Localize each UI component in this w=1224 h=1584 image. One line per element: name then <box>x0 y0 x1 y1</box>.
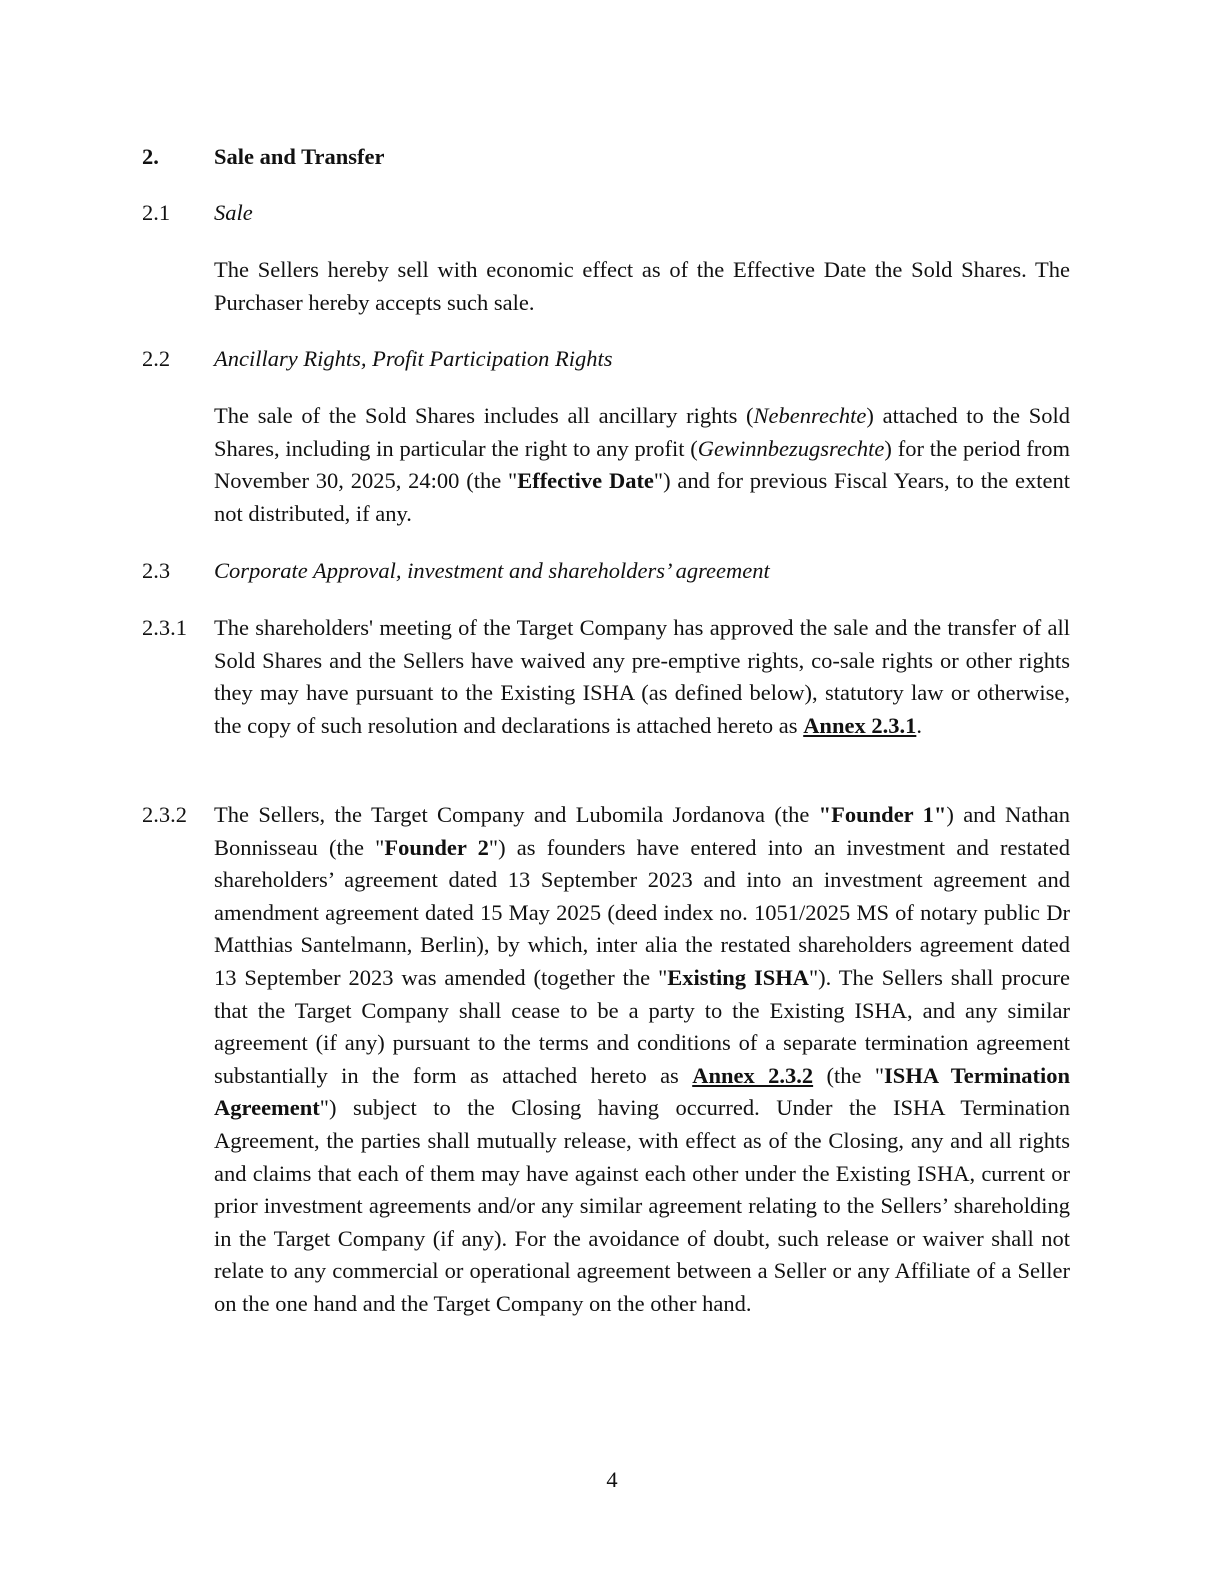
term-effective-date: Effective Date <box>517 468 654 494</box>
clause-2-3-1-paragraph <box>214 612 1070 742</box>
clause-2-1-number: 2.1 <box>142 200 171 225</box>
clause-2-2-number: 2.2 <box>142 346 171 371</box>
clause-2-1-title: Sale <box>214 200 253 225</box>
clause-2-3-1-number: 2.3.1 <box>142 615 187 640</box>
clause-2-3-2-text-1: The Sellers, the Target Company and Lubomila Jordanova (the <box>214 802 819 827</box>
clause-2-3-2-paragraph <box>214 799 1070 1321</box>
clause-2-3-2-text-2: ) and Nathan Bonnisseau (the " <box>214 802 1070 860</box>
term-nebenrechte: Nebenrechte <box>753 403 867 428</box>
term-gewinnbezugsrechte: Gewinnbezugsrechte <box>697 435 885 461</box>
clause-2-3-number: 2.3 <box>142 558 171 583</box>
clause-2-3-2-text-4: "). The Sellers shall procure that the Target Company shall cease to be a party to the Existing ISHA, and any similar agreement (if any) pursuant to the terms and conditions of a separate termination agreement substantially in the form as attached hereto as <box>214 964 1070 1088</box>
clause-2-2-text-3: ) for the period from November 30, 2025, 24:00 (the " <box>214 435 1070 494</box>
clause-2-2-title: Ancillary Rights, Profit Participation Rights <box>214 346 613 371</box>
clause-2-1-paragraph: The Sellers hereby sell with economic effect as of the Effective Date the Sold Shares. The Purchaser hereby accepts such sale. <box>214 257 1070 315</box>
clause-2-3-1-text-2: . <box>916 712 922 738</box>
annex-2-3-1-reference: Annex 2.3.1 <box>803 712 917 738</box>
section-number: 2. <box>142 144 159 169</box>
clause-2-3-2-number: 2.3.2 <box>142 802 187 827</box>
section-title: Sale and Transfer <box>214 144 385 169</box>
term-founder-1: "Founder 1" <box>818 802 947 827</box>
clause-2-3-1-text-1: The shareholders' meeting of the Target Company has approved the sale and the transfer of all Sold Shares and the Sellers have waived any pre-emptive rights, co-sale rights or other rights they may have pursuant to the Existing ISHA (as defined below), statutory law or otherwise, the copy of such resolution and declarations is attached hereto as <box>214 615 1070 738</box>
clause-2-3-2-text-3: ") as founders have entered into an investment and restated shareholders’ agreement dated 13 September 2023 and into an investment agreement and amendment agreement dated 15 May 2025 (deed index no. 1051/2025 MS of notary public Dr Matthias Santelmann, Berlin), by which, inter alia the restated shareholders agreement dated 13 September 2023 was amended (together the " <box>214 834 1070 990</box>
clause-2-2-text-1: The sale of the Sold Shares includes all ancillary rights ( <box>214 403 754 428</box>
term-founder-2: Founder 2 <box>384 834 489 860</box>
clause-2-3-2-text-6: ") subject to the Closing having occurred. Under the ISHA Termination Agreement, the parties shall mutually release, with effect as of the Closing, any and all rights and claims that each of them may have against each other under the Existing ISHA, current or prior investment agreements and/or any similar agreement relating to the Sellers’ shareholding in the Target Company (if any). For the avoidance of doubt, such release or waiver shall not relate to any commercial or operational agreement between a Seller or any Affiliate of a Seller on the one hand and the Target Company on the other hand. <box>214 1095 1070 1316</box>
clause-2-3-title: Corporate Approval, investment and shareholders’ agreement <box>214 558 770 583</box>
clause-2-3-2-text-5: (the " <box>813 1062 885 1088</box>
term-existing-isha: Existing ISHA <box>667 964 809 990</box>
annex-2-3-2-reference: Annex 2.3.2 <box>692 1062 814 1088</box>
clause-2-2-paragraph <box>214 400 1070 530</box>
term-isha-termination-agreement: ISHA Termination Agreement <box>214 1062 1070 1121</box>
page-number: 4 <box>606 1467 618 1492</box>
clause-2-2-text-4: ") and for previous Fiscal Years, to the extent not distributed, if any. <box>214 468 1070 526</box>
clause-2-2-text-2: ) attached to the Sold Shares, including in particular the right to any profit ( <box>214 403 1070 461</box>
